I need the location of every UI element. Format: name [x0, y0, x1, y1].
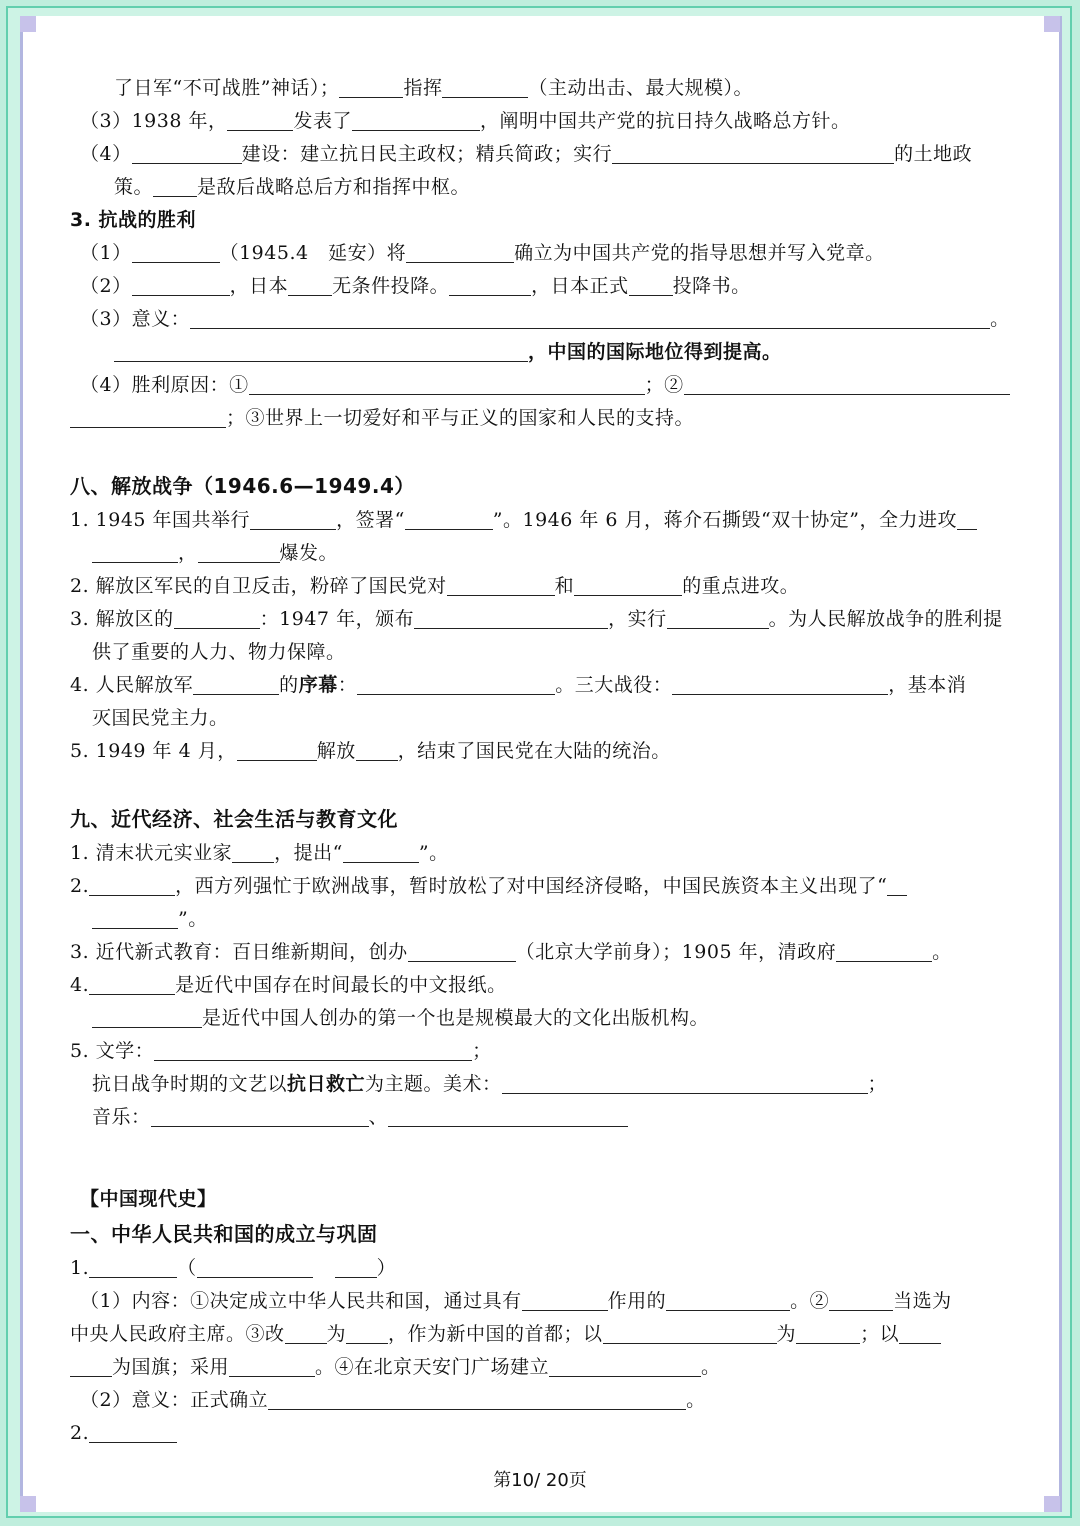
section-heading: 一、中华人民共和国的成立与巩固 — [70, 1222, 378, 1246]
text: ，日本 — [229, 275, 289, 297]
blank-field[interactable] — [250, 507, 336, 530]
text-line — [70, 1384, 1010, 1417]
blank-field[interactable] — [198, 540, 280, 563]
blank-field[interactable] — [356, 738, 398, 761]
text: 指挥 — [403, 77, 443, 99]
text: 3. 近代新式教育：百日维新期间，创办 — [70, 941, 408, 963]
text: 和 — [554, 575, 575, 597]
text: 。 — [932, 941, 952, 963]
blank-field[interactable] — [285, 1321, 327, 1344]
text-line: 供了重要的人力、物力保障。 — [92, 641, 346, 663]
blank-field[interactable] — [667, 606, 769, 629]
blank-field[interactable] — [190, 306, 990, 329]
text: 无条件投降。 — [332, 275, 450, 297]
subsection-heading: 3. 抗战的胜利 — [70, 209, 197, 231]
text: ； — [867, 1073, 888, 1095]
text: 爆发。 — [279, 542, 339, 564]
text: 2. — [70, 875, 90, 897]
text: 当选为 — [893, 1290, 952, 1312]
text: ；② — [644, 374, 684, 396]
text-line — [70, 1285, 1010, 1318]
spacer — [70, 1134, 1010, 1167]
text: （4）胜利原因：① — [80, 374, 249, 396]
text: ，阐明中国共产党的抗日持久战略总方针。 — [480, 110, 851, 132]
text: 的重点进攻。 — [682, 575, 800, 597]
blank-field[interactable] — [70, 405, 226, 428]
blank-field[interactable] — [227, 108, 293, 131]
blank-field[interactable] — [92, 906, 178, 929]
section-heading: 九、近代经济、社会生活与教育文化 — [70, 807, 398, 831]
blank-field[interactable] — [132, 273, 230, 296]
text: ，西方列强忙于欧洲战事，暂时放松了对中国经济侵略，中国民族资本主义出现了“ — [175, 875, 888, 897]
blank-field[interactable] — [89, 972, 175, 995]
text: 发表了 — [293, 110, 352, 132]
text: （4） — [80, 143, 132, 165]
text-line — [70, 903, 1010, 936]
blank-field[interactable] — [288, 273, 332, 296]
text: ”。1946 年 6 月，蒋介石撕毁“双十协定”，全力进攻 — [492, 509, 957, 531]
text: 为 — [326, 1323, 347, 1345]
blank-field[interactable] — [174, 606, 260, 629]
blank-field[interactable] — [449, 273, 531, 296]
text-line — [70, 369, 1010, 402]
blank-field[interactable] — [388, 1104, 628, 1127]
blank-field[interactable] — [339, 75, 403, 98]
text-line — [70, 72, 1010, 105]
text: （1945.4 延安）将 — [219, 242, 407, 264]
blank-field[interactable] — [447, 573, 555, 596]
text-line — [70, 936, 1010, 969]
blank-field[interactable] — [89, 1255, 177, 1278]
text: 策。 — [114, 176, 154, 198]
text-line — [70, 1002, 1010, 1035]
text: 抗日救亡 — [287, 1073, 366, 1095]
text: （1）内容：①决定成立中华人民共和国，通过具有 — [80, 1290, 522, 1312]
blank-field[interactable] — [346, 1321, 388, 1344]
text-line — [70, 1068, 1010, 1101]
text: ； — [472, 1040, 492, 1062]
text: ，日本正式 — [531, 275, 629, 297]
blank-field[interactable] — [672, 672, 888, 695]
text: 。 — [686, 1389, 706, 1411]
blank-field[interactable] — [357, 672, 555, 695]
text: ，签署“ — [336, 509, 405, 531]
text-line — [70, 171, 1010, 204]
text: ；③世界上一切爱好和平与正义的国家和人民的支持。 — [226, 407, 695, 429]
text: 2. 解放区军民的自卫反击，粉碎了国民党对 — [70, 575, 447, 597]
text: 是敌后战略总后方和指挥中枢。 — [197, 176, 471, 198]
blank-field[interactable] — [629, 273, 673, 296]
text-line — [70, 870, 1010, 903]
text-line — [70, 1101, 1010, 1134]
text-line — [70, 1351, 1010, 1384]
blank-field[interactable] — [405, 507, 493, 530]
page-number: 第10/ 20页 — [493, 1470, 587, 1491]
text-line: 灭国民党主力。 — [92, 707, 229, 729]
blank-field[interactable] — [92, 1005, 202, 1028]
text: 1. — [70, 1257, 90, 1279]
text: ：1947 年，颁布 — [259, 608, 415, 630]
blank-field[interactable] — [154, 1038, 472, 1061]
text: 建设：建立抗日民主政权；精兵简政；实行 — [241, 143, 613, 165]
text-line — [70, 669, 1010, 702]
blank-field[interactable] — [151, 1104, 369, 1127]
text: 1. 清末状元实业家 — [70, 842, 233, 864]
blank-field[interactable] — [612, 141, 894, 164]
text: 。④在北京天安门广场建立 — [315, 1356, 550, 1378]
blank-field[interactable] — [957, 507, 977, 530]
text: 是近代中国人创办的第一个也是规模最大的文化出版机构。 — [202, 1007, 710, 1029]
text: 音乐： — [92, 1106, 151, 1128]
blank-field[interactable] — [899, 1321, 941, 1344]
blank-field[interactable] — [408, 939, 516, 962]
blank-field[interactable] — [574, 573, 682, 596]
text: 。为人民解放战争的胜利提 — [768, 608, 1003, 630]
text: 确立为中国共产党的指导思想并写入党章。 — [514, 242, 885, 264]
text: 。② — [790, 1290, 830, 1312]
text: 4. — [70, 974, 90, 996]
text: ） — [376, 1257, 397, 1279]
text: 作用的 — [607, 1290, 667, 1312]
blank-field[interactable] — [836, 939, 932, 962]
text-line — [70, 105, 1010, 138]
text: 、 — [368, 1106, 389, 1128]
text: 为国旗；采用 — [112, 1356, 230, 1378]
blank-field[interactable] — [153, 174, 197, 197]
text: 1. 1945 年国共举行 — [70, 509, 251, 531]
text: ；以 — [860, 1323, 900, 1345]
text-line — [70, 837, 1010, 870]
text: 解放 — [316, 740, 356, 762]
blank-field[interactable] — [522, 1288, 608, 1311]
text-line — [70, 1318, 1010, 1351]
text-line — [70, 138, 1010, 171]
blank-field[interactable] — [335, 1255, 377, 1278]
blank-field[interactable] — [92, 540, 178, 563]
text: 。 — [990, 308, 1010, 330]
text: 为主题。美术： — [365, 1073, 502, 1095]
text: （2） — [80, 275, 132, 297]
blank-field[interactable] — [343, 840, 419, 863]
text: ，实行 — [608, 608, 667, 630]
text: （主动出击、最大规模）。 — [528, 77, 753, 99]
text-line — [70, 504, 1010, 537]
text: 的 — [279, 674, 299, 696]
blank-field[interactable] — [114, 339, 528, 362]
blank-field[interactable] — [684, 372, 1010, 395]
text: 5. 文学： — [70, 1040, 155, 1062]
blank-field[interactable] — [232, 840, 274, 863]
spacer — [70, 768, 1010, 801]
text-line — [70, 570, 1010, 603]
text-line — [70, 969, 1010, 1002]
blank-field[interactable] — [132, 240, 220, 263]
blank-field[interactable] — [442, 75, 528, 98]
text: 中央人民政府主席。③改 — [70, 1323, 285, 1345]
text: （3）意义： — [80, 308, 191, 330]
text: ，提出“ — [274, 842, 343, 864]
blank-field[interactable] — [549, 1354, 701, 1377]
blank-field[interactable] — [249, 372, 645, 395]
text: （3）1938 年， — [80, 110, 228, 132]
text-line — [70, 303, 1010, 336]
text: 序幕 — [298, 674, 338, 696]
text-line — [70, 1252, 1010, 1285]
text: 投降书。 — [672, 275, 751, 297]
blank-field[interactable] — [89, 873, 175, 896]
text: （2）意义：正式确立 — [80, 1389, 269, 1411]
corner-decoration — [1044, 1496, 1060, 1512]
blank-field[interactable] — [887, 873, 907, 896]
blank-field[interactable] — [502, 1071, 868, 1094]
blank-field[interactable] — [70, 1354, 112, 1377]
text-line — [70, 237, 1010, 270]
text: 的土地政 — [894, 143, 973, 165]
corner-decoration — [1044, 16, 1060, 32]
text-line — [70, 735, 1010, 768]
blank-field[interactable] — [352, 108, 480, 131]
text-line — [70, 1417, 1010, 1450]
text: ， — [178, 542, 198, 564]
blank-field[interactable] — [237, 738, 317, 761]
corner-decoration — [20, 16, 36, 32]
spacer — [70, 435, 1010, 468]
blank-field[interactable] — [666, 1288, 790, 1311]
blank-field[interactable] — [406, 240, 514, 263]
text: ”。 — [178, 908, 208, 930]
blank-field[interactable] — [414, 606, 608, 629]
text: ： — [337, 674, 358, 696]
text: 是近代中国存在时间最长的中文报纸。 — [175, 974, 507, 996]
text: ，作为新中国的首都；以 — [388, 1323, 603, 1345]
spacer — [70, 1167, 1010, 1183]
text-line — [70, 336, 1010, 369]
blank-field[interactable] — [197, 1255, 313, 1278]
blank-field[interactable] — [229, 1354, 315, 1377]
text: （1） — [80, 242, 132, 264]
text: 为 — [776, 1323, 797, 1345]
text: 3. 解放区的 — [70, 608, 174, 630]
text: 5. 1949 年 4 月， — [70, 740, 237, 762]
text: （ — [177, 1257, 197, 1279]
text: 4. 人民解放军 — [70, 674, 194, 696]
blank-field[interactable] — [603, 1321, 777, 1344]
text: （北京大学前身）；1905 年，清政府 — [515, 941, 837, 963]
text: ”。 — [418, 842, 449, 864]
blank-field[interactable] — [829, 1288, 893, 1311]
text: 。 — [701, 1356, 721, 1378]
text: ，结束了国民党在大陆的统治。 — [397, 740, 671, 762]
worksheet-content — [70, 72, 1010, 1512]
blank-field[interactable] — [193, 672, 279, 695]
text: ，基本消 — [888, 674, 967, 696]
text: 2. — [70, 1422, 90, 1444]
text-line — [70, 1035, 1010, 1068]
text-line — [70, 402, 1010, 435]
text: 抗日战争时期的文艺以 — [92, 1073, 288, 1095]
section-heading: 八、解放战争（1946.6—1949.4） — [70, 474, 415, 498]
blank-field[interactable] — [796, 1321, 860, 1344]
text: ，中国的国际地位得到提高。 — [528, 341, 782, 363]
text-line — [70, 603, 1010, 636]
corner-decoration — [20, 1496, 36, 1512]
text-line — [70, 537, 1010, 570]
text: 。三大战役： — [555, 674, 673, 696]
text-line — [70, 270, 1010, 303]
part-heading: 【中国现代史】 — [80, 1188, 217, 1210]
blank-field[interactable] — [132, 141, 242, 164]
text: 了日军“不可战胜”神话）； — [114, 77, 340, 99]
blank-field[interactable] — [89, 1420, 177, 1443]
blank-field[interactable] — [268, 1387, 686, 1410]
